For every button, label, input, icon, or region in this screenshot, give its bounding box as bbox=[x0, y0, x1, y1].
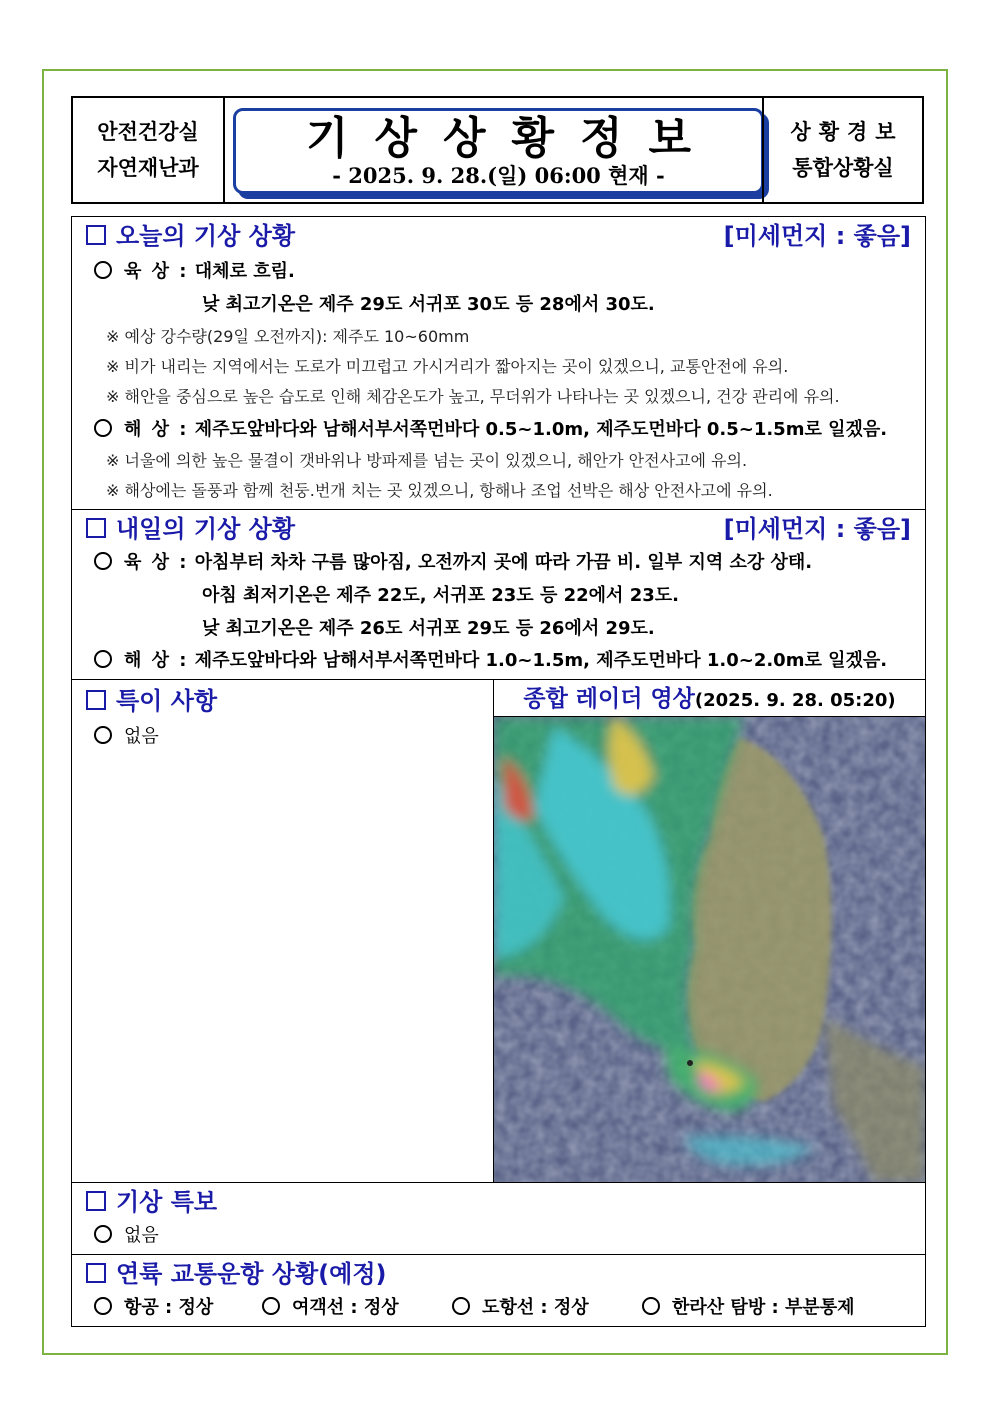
office-label bbox=[762, 98, 922, 202]
tomorrow-heading: 내일의 기상 상황 bbox=[86, 514, 295, 544]
circle-icon bbox=[94, 552, 112, 570]
office-line-1: 상황경보 bbox=[790, 120, 904, 144]
today-land-temp: 낮 최고기온은 제주 29도 서귀포 30도 등 28에서 30도. bbox=[202, 294, 655, 315]
tomorrow-dust: [미세먼지 : 좋음] bbox=[723, 515, 911, 543]
today-sea: 해 상 : 제주도앞바다와 남해서부서쪽먼바다 0.5~1.0m, 제주도먼바다 0.5~1.5m로 일겠음. bbox=[94, 417, 887, 443]
office-line-2: 통합상황실 bbox=[792, 156, 894, 180]
traffic-hallasan: 한라산 탐방 : 부분통제 bbox=[642, 1295, 855, 1321]
checkbox-icon bbox=[86, 518, 106, 538]
checkbox-icon bbox=[86, 690, 106, 710]
today-note-3: ※ 해안을 중심으로 높은 습도로 인해 체감온도가 높고, 무더위가 나타나는 곳 있겠으니, 건강 관리에 유의. bbox=[106, 387, 840, 406]
department-line-1: 안전건강실 bbox=[97, 120, 199, 144]
report-datetime: - 2025. 9. 28.(일) 06:00 현재 - bbox=[332, 163, 665, 188]
traffic-heading: 연륙 교통운항 상황(예정) bbox=[86, 1259, 387, 1289]
today-sea-note-1: ※ 너울에 의한 높은 물결이 갯바위나 방파제를 넘는 곳이 있겠으니, 해안가 안전사고에 유의. bbox=[106, 451, 748, 470]
radar-map-graphic bbox=[494, 717, 925, 1182]
today-heading: 오늘의 기상 상황 bbox=[86, 221, 295, 251]
circle-icon bbox=[94, 650, 112, 668]
traffic-air: 항공 : 정상 bbox=[94, 1295, 213, 1321]
today-section bbox=[72, 217, 925, 510]
traffic-section bbox=[72, 1255, 925, 1328]
today-note-1: ※ 예상 강수량(29일 오전까지): 제주도 10~60mm bbox=[106, 327, 470, 346]
warning-item: 없음 bbox=[94, 1223, 159, 1249]
circle-icon bbox=[452, 1297, 470, 1315]
circle-icon bbox=[642, 1297, 660, 1315]
today-land: 육 상 : 대체로 흐림. bbox=[94, 259, 295, 285]
tomorrow-max-temp: 낮 최고기온은 제주 26도 서귀포 29도 등 26에서 29도. bbox=[202, 618, 655, 639]
circle-icon bbox=[94, 726, 112, 744]
checkbox-icon bbox=[86, 1191, 106, 1211]
tomorrow-sea: 해 상 : 제주도앞바다와 남해서부서쪽먼바다 1.0~1.5m, 제주도먼바다 1.0~2.0m로 일겠음. bbox=[94, 648, 887, 674]
header bbox=[71, 96, 924, 204]
department-line-2: 자연재난과 bbox=[97, 156, 199, 180]
warning-heading: 기상 특보 bbox=[86, 1187, 217, 1217]
circle-icon bbox=[94, 1297, 112, 1315]
today-dust: [미세먼지 : 좋음] bbox=[723, 222, 911, 250]
special-heading: 특이 사항 bbox=[86, 686, 217, 716]
circle-icon bbox=[262, 1297, 280, 1315]
circle-icon bbox=[94, 261, 112, 279]
checkbox-icon bbox=[86, 225, 106, 245]
traffic-ferry: 여객선 : 정상 bbox=[262, 1295, 399, 1321]
page-title: 기상상황정보 bbox=[305, 113, 718, 164]
circle-icon bbox=[94, 419, 112, 437]
special-item: 없음 bbox=[94, 724, 159, 750]
tomorrow-land: 육 상 : 아침부터 차차 구름 많아짐, 오전까지 곳에 따라 가끔 비. 일부 지역 소강 상태. bbox=[94, 550, 812, 576]
checkbox-icon bbox=[86, 1263, 106, 1283]
today-sea-note-2: ※ 해상에는 돌풍과 함께 천둥.번개 치는 곳 있겠으니, 항해나 조업 선박은 해상 안전사고에 유의. bbox=[106, 481, 773, 500]
tomorrow-section bbox=[72, 510, 925, 680]
department-label bbox=[73, 98, 225, 202]
circle-icon bbox=[94, 1225, 112, 1243]
warning-section bbox=[72, 1183, 925, 1255]
title-box bbox=[233, 108, 764, 194]
tomorrow-min-temp: 아침 최저기온은 제주 22도, 서귀포 23도 등 22에서 23도. bbox=[202, 585, 679, 606]
report-body bbox=[71, 216, 926, 1327]
today-note-2: ※ 비가 내리는 지역에서는 도로가 미끄럽고 가시거리가 짧아지는 곳이 있겠으니, 교통안전에 유의. bbox=[106, 357, 789, 376]
traffic-island-ferry: 도항선 : 정상 bbox=[452, 1295, 589, 1321]
radar-image bbox=[494, 717, 925, 1182]
radar-title: 종합 레이더 영상(2025. 9. 28. 05:20) bbox=[494, 680, 925, 717]
